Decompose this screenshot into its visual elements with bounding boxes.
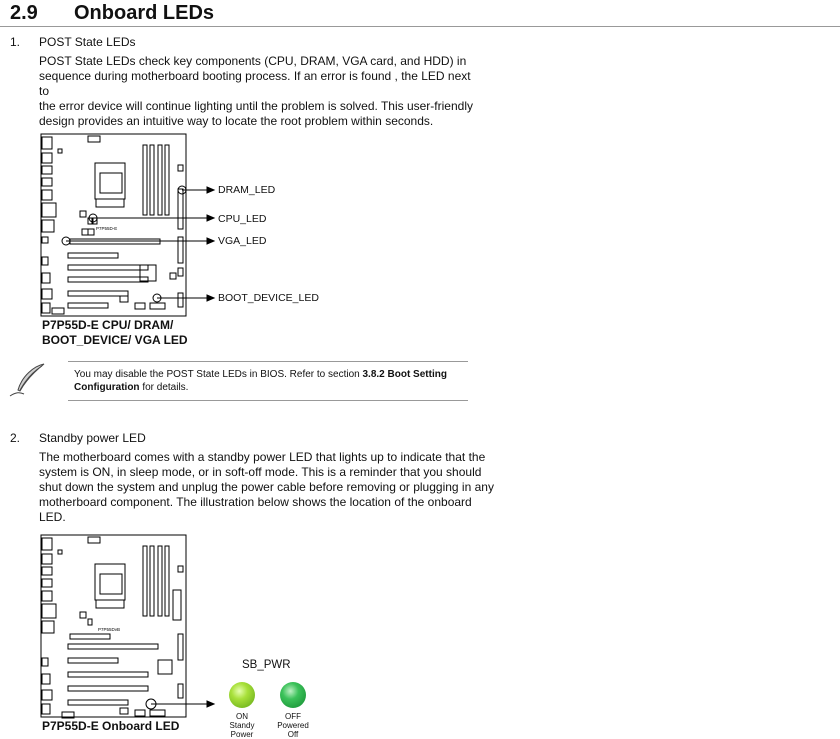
dram-led-label: DRAM_LED [218,184,276,196]
paragraph-line: shut down the system and unplug the power cable before removing or plugging in any [39,480,494,494]
item-paragraph [39,54,479,129]
paragraph-line: the error device will continue lighting until the problem is solved. This user-friendly [39,99,473,113]
note-text [74,368,466,394]
section-title: Onboard LEDs [74,2,215,24]
paragraph-line: The motherboard comes with a standby power LED that lights up to indicate that the [39,450,486,464]
item-number: 2. [10,431,21,445]
led-state-description: Standy Power [229,721,255,739]
figure-caption [42,318,188,348]
vga-led-label: VGA_LED [218,235,267,247]
caption-line: P7P55D-E CPU/ DRAM/ [42,318,174,332]
feather-quill-icon [8,362,48,398]
caption-line: BOOT_DEVICE/ VGA LED [42,333,188,347]
motherboard-diagram [40,534,240,724]
led-state-description: Powered Off [277,721,309,739]
paragraph-line: POST State LEDs check key components (CPU, DRAM, VGA card, and HDD) in [39,54,467,68]
paragraph-line: system is ON, in sleep mode, or in soft-off mode. This is a reminder that you should [39,465,482,479]
note-reference: Configuration [74,382,140,393]
paragraph-line: motherboard component. The illustration below shows the location of the onboard LED. [39,495,472,524]
led-off-icon [280,682,306,708]
led-state-label: OFF [285,712,301,721]
boot-device-led-label: BOOT_DEVICE_LED [218,292,319,304]
board-model-label: P7P55DvB [98,627,121,632]
item-paragraph [39,450,499,525]
board-model-label: P7P55D-E [96,226,118,231]
item-number: 1. [10,35,21,49]
section-number: 2.9 [10,2,38,24]
paragraph-line: design provides an intuitive way to locate the root problem within seconds. [39,114,434,128]
note-box [68,361,468,401]
item-title: Standby power LED [39,431,146,445]
figure-caption: P7P55D-E Onboard LED [42,719,180,733]
paragraph-line: sequence during motherboard booting process. If an error is found , the LED next to [39,69,471,98]
note-text-part: You may disable the POST State LEDs in BIOS. Refer to section [74,369,363,380]
led-on-icon [229,682,255,708]
led-state-label: ON [236,712,248,721]
cpu-led-label: CPU_LED [218,213,267,225]
note-reference: 3.8.2 Boot Setting [362,369,447,380]
led-on-label [222,712,262,739]
sb-pwr-label: SB_PWR [242,659,291,671]
item-title: POST State LEDs [39,35,136,49]
led-off-label [273,712,313,739]
note-text-part: for details. [139,382,189,393]
header-divider [0,26,840,27]
